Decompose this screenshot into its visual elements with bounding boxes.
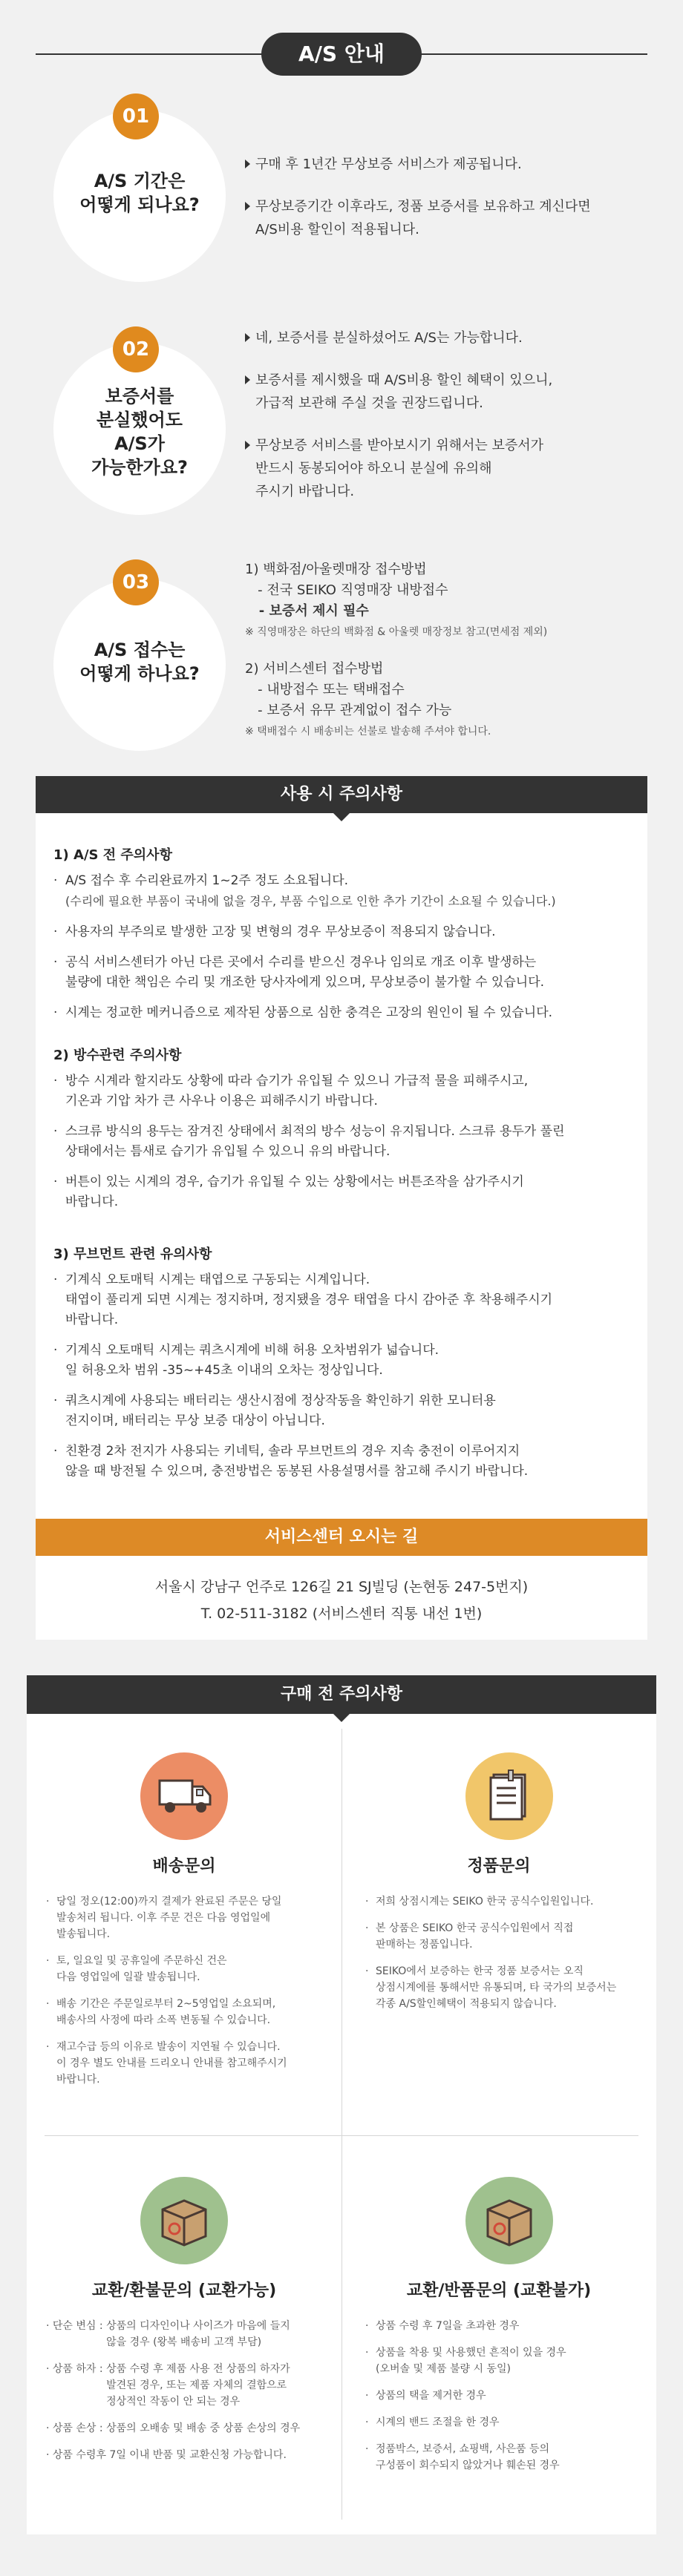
as-guide-header [0, 0, 683, 111]
document-icon [465, 1752, 553, 1840]
faq-1-answer-2: 무상보증기간 이후라도, 정품 보증서를 보유하고 계신다면 A/S비용 할인이 적용됩니다. [245, 195, 661, 241]
authenticity-inquiry-list [365, 1893, 640, 2023]
grid-divider-horizontal [45, 2135, 638, 2136]
page-title: A/S 안내 [261, 33, 422, 76]
list-item: · 상품 수령 후 7일을 초과한 경우 [365, 2320, 520, 2332]
list-item: · 버튼이 있는 시계의 경우, 습기가 유입될 수 있는 상황에서는 버튼조작을 삼가주시기 바랍니다. [53, 1174, 524, 1209]
list-item: · 단순 변심 : 상품의 디자인이나 사이즈가 마음에 들지 않을 경우 (왕복 배송비 고객 부담) [46, 2320, 290, 2348]
triangle-bullet-icon [245, 333, 250, 342]
list-item: · 시계는 정교한 메커니즘으로 제작된 상품으로 심한 충격은 고장의 원인이 될 수 있습니다. [53, 1005, 553, 1020]
section-title-before-as: 1) A/S 전 주의사항 [53, 847, 172, 863]
section-title-movement: 3) 무브먼트 관련 유의사항 [53, 1246, 212, 1262]
exchange-allowed-title: 교환/환불문의 (교환가능) [91, 2281, 277, 2300]
faq-3-line-4: 2) 서비스센터 접수방법 [245, 661, 384, 677]
faq-3-line-1: 1) 백화점/아울렛매장 접수방법 [245, 562, 427, 577]
list-item: · 상품 손상 : 상품의 오배송 및 배송 중 상품 손상의 경우 [46, 2422, 301, 2434]
list-item: · 공식 서비스센터가 아닌 다른 곳에서 수리를 받으신 경우나 임의로 개조 이후 발생하는 불량에 대한 책임은 수리 및 개조한 당사자에게 있으며, 무상보증이 불가할 수 있습니다. [53, 955, 545, 990]
list-item: · 사용자의 부주의로 발생한 고장 및 변형의 경우 무상보증이 적용되지 않습니다. [53, 924, 496, 939]
box-return-icon [465, 2177, 553, 2264]
faq-3-answers [245, 559, 661, 742]
authenticity-inquiry-title: 정품문의 [467, 1857, 531, 1876]
faq-3-note-2: ※ 택배접수 시 배송비는 선불로 발송해 주셔야 합니다. [245, 726, 491, 737]
faq-1-answers [245, 153, 661, 260]
triangle-bullet-icon [245, 160, 250, 168]
faq-3-line-3: - 보증서 제시 필수 [245, 603, 369, 619]
list-item: · 재고수급 등의 이유로 발송이 지연될 수 있습니다. 이 경우 별도 안내를 드리오니 안내를 참고해주시기 바랍니다. [46, 2041, 287, 2086]
faq-1-question: A/S 기간은 어떻게 되나요? [79, 171, 200, 215]
exchange-not-allowed-list [365, 2318, 640, 2484]
list-item: · 저희 상점시계는 SEIKO 한국 공식수입원입니다. [365, 1896, 594, 1908]
list-item: · 쿼츠시계에 사용되는 배터리는 생산시점에 정상작동을 확인하기 위한 모니터용 전지이며, 배터리는 무상 보증 대상이 아닙니다. [53, 1393, 496, 1428]
truck-icon [140, 1752, 228, 1840]
list-item: · 상품 수령후 7일 이내 반품 및 교환신청 가능합니다. [46, 2449, 287, 2461]
triangle-bullet-icon [245, 441, 250, 450]
section-items-movement [53, 1270, 633, 1492]
faq-2-answers [245, 326, 661, 522]
usage-cautions-panel [36, 776, 647, 1640]
faq-2 [0, 326, 683, 534]
faq-3-line-5: - 내방접수 또는 택배접수 [245, 682, 405, 697]
faq-2-number: 02 [113, 326, 159, 372]
list-item: · 상품을 착용 및 사용했던 흔적이 있을 경우 (오버솔 및 제품 불량 시 동일) [365, 2347, 566, 2375]
faq-2-answer-2: 보증서를 제시했을 때 A/S비용 할인 혜택이 있으니, 가급적 보관해 주실 것을 권장드립니다. [245, 369, 661, 415]
faq-3-question: A/S 접수는 어떻게 하나요? [79, 640, 200, 684]
title-notch [333, 1714, 350, 1722]
list-item: · A/S 접수 후 수리완료까지 1~2주 정도 소요됩니다. (수리에 필요한 부품이 국내에 없을 경우, 부품 수입으로 인한 추가 기간이 소요될 수 있습니다.) [53, 873, 556, 908]
faq-1-number: 01 [113, 93, 159, 139]
shipping-inquiry-title: 배송문의 [152, 1857, 216, 1876]
list-item: · 스크류 방식의 용두는 잠겨진 상태에서 최적의 방수 성능이 유지됩니다. 스크류 용두가 풀린 상태에서는 틈새로 습기가 유입될 수 있으니 유의 바랍니다. [53, 1124, 565, 1159]
list-item: · 기계식 오토매틱 시계는 태엽으로 구동되는 시계입니다. 태엽이 풀리게 되면 시계는 정지하며, 정지됐을 경우 태엽을 다시 감아준 후 착용해주시기 바랍니다. [53, 1272, 553, 1327]
list-item: · SEIKO에서 보증하는 한국 정품 보증서는 오직 상점시계에를 통해서만 유통되며, 타 국가의 보증서는 각종 A/S할인혜택이 적용되지 않습니다. [365, 1965, 617, 2010]
section-items-waterproof [53, 1071, 633, 1223]
section-title-waterproof: 2) 방수관련 주의사항 [53, 1048, 182, 1063]
list-item: · 상품 하자 : 상품 수령 후 제품 사용 전 상품의 하자가 발견된 경우, 또는 제품 자체의 결함으로 정상적인 작동이 안 되는 경우 [46, 2363, 290, 2408]
service-center-title: 서비스센터 오시는 길 [36, 1519, 647, 1556]
faq-3 [0, 564, 683, 757]
list-item: · 시계의 밴드 조절을 한 경우 [365, 2416, 500, 2428]
exchange-allowed-list [46, 2318, 333, 2474]
faq-3-line-6: - 보증서 유무 관계없이 접수 가능 [245, 703, 452, 718]
title-notch [333, 813, 350, 821]
list-item: · 당일 정오(12:00)까지 결제가 완료된 주문은 당일 발송처리 됩니다. 이후 주문 건은 다음 영업일에 발송됩니다. [46, 1896, 282, 1940]
faq-1-answer-1: 구매 후 1년간 무상보증 서비스가 제공됩니다. [245, 153, 661, 176]
shipping-inquiry-list [46, 1893, 328, 2098]
purchase-cautions-panel [27, 1675, 656, 2534]
purchase-cautions-title: 구매 전 주의사항 [27, 1675, 656, 1714]
faq-2-question: 보증서를 분실했어도 A/S가 가능한가요? [91, 386, 188, 478]
faq-3-note-1: ※ 직영매장은 하단의 백화점 & 아울렛 매장정보 참고(면세점 제외) [245, 626, 548, 638]
faq-3-line-2: - 전국 SEIKO 직영매장 내방접수 [245, 582, 448, 598]
list-item: · 친환경 2차 전지가 사용되는 키네틱, 솔라 무브먼트의 경우 지속 충전이 이루어지지 않을 때 방전될 수 있으며, 충전방법은 동봉된 사용설명서를 참고해 주시기 바랍니다. [53, 1444, 529, 1479]
list-item: · 정품박스, 보증서, 쇼핑백, 사은품 등의 구성품이 회수되지 않았거나 훼손된 경우 [365, 2443, 560, 2471]
faq-1 [0, 96, 683, 289]
exchange-not-allowed-title: 교환/반품문의 (교환불가) [406, 2281, 592, 2300]
service-center-phone: T. 02-511-3182 (서비스센터 직통 내선 1번) [200, 1606, 483, 1622]
list-item: · 기계식 오토매틱 시계는 쿼츠시계에 비해 허용 오차범위가 넓습니다. 일 허용오차 범위 -35~+45초 이내의 오차는 정상입니다. [53, 1343, 439, 1378]
triangle-bullet-icon [245, 375, 250, 384]
list-item: · 토, 일요일 및 공휴일에 주문하신 건은 다음 영업일에 일괄 발송됩니다. [46, 1955, 227, 1983]
box-return-icon [140, 2177, 228, 2264]
service-center-address: 서울시 강남구 언주로 126길 21 SJ빌딩 (논현동 247-5번지) [154, 1579, 529, 1595]
usage-cautions-title: 사용 시 주의사항 [36, 776, 647, 813]
list-item: · 본 상품은 SEIKO 한국 공식수입원에서 직접 판매하는 정품입니다. [365, 1922, 574, 1951]
section-items-before-as [53, 871, 633, 1034]
faq-2-answer-3: 무상보증 서비스를 받아보시기 위해서는 보증서가 반드시 동봉되어야 하오니 분실에 유의해 주시기 바랍니다. [245, 434, 661, 503]
list-item: · 상품의 택을 제거한 경우 [365, 2390, 486, 2402]
list-item: · 방수 시계라 할지라도 상황에 따라 습기가 유입될 수 있으니 가급적 물을 피해주시고, 기온과 기압 차가 큰 사우나 이용은 피해주시기 바랍니다. [53, 1074, 529, 1108]
faq-2-answer-1: 네, 보증서를 분실하셨어도 A/S는 가능합니다. [245, 326, 661, 349]
triangle-bullet-icon [245, 202, 250, 211]
faq-3-number: 03 [113, 559, 159, 605]
list-item: · 배송 기간은 주문일로부터 2~5영업일 소요되며, 배송사의 사정에 따라 소폭 변동될 수 있습니다. [46, 1998, 276, 2026]
